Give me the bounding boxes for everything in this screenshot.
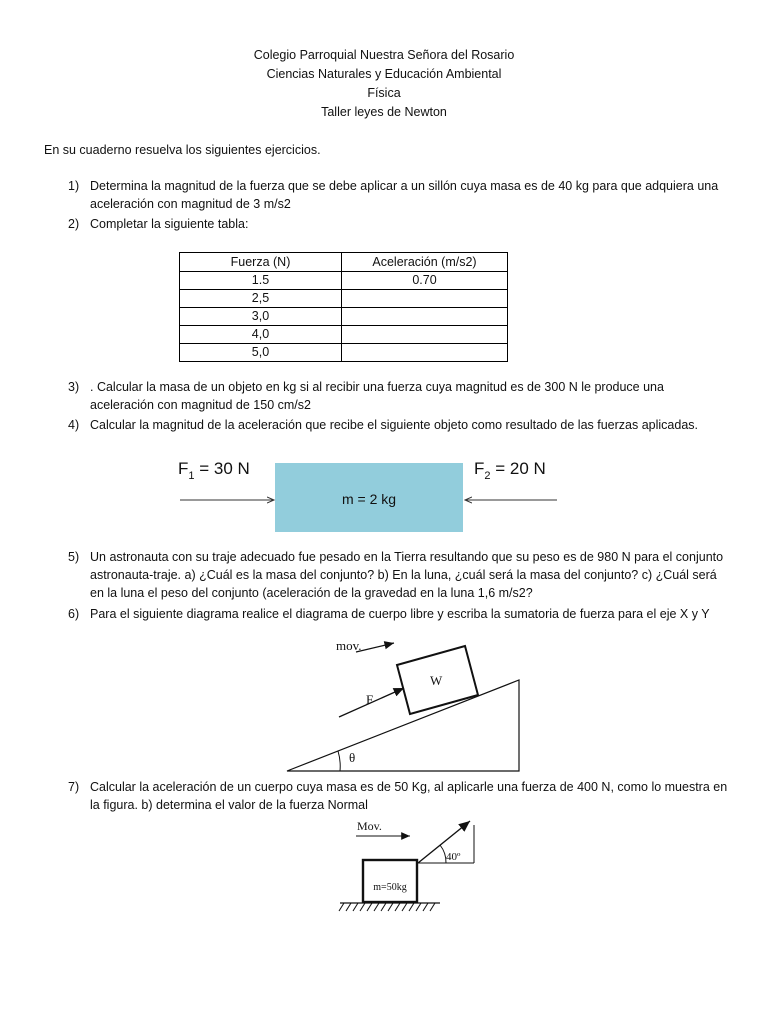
exercise-text: Completar la siguiente tabla:: [90, 217, 249, 231]
exercise-text: Calcular la aceleración de un cuerpo cuya masa es de 50 Kg, al aplicarle una fuerza de 400 N, como lo muestra en la figura. b) determina el valor de la fuerza Normal: [90, 780, 728, 812]
workshop-title: Taller leyes de Newton: [321, 105, 447, 119]
school-name: Colegio Parroquial Nuestra Señora del Rosario: [253, 48, 515, 62]
exercise-number: 6): [68, 607, 80, 621]
exercise-7: [68, 778, 728, 814]
document-header: [0, 46, 768, 122]
instructions: En su cuaderno resuelva los siguientes ejercicios.: [44, 143, 321, 157]
column-header-acceleration: Aceleración (m/s2): [342, 253, 508, 272]
force-acceleration-table: [179, 252, 508, 362]
inclined-plane-figure: [0, 630, 768, 775]
table-cell: [342, 344, 508, 362]
motion-label: Mov.: [357, 819, 382, 833]
force-f1-value: = 30 N: [194, 459, 250, 478]
table-cell: 1.5: [180, 272, 342, 290]
mass-label: m = 2 kg: [341, 491, 397, 507]
angle-arc: [338, 751, 340, 771]
exercise-6: [68, 605, 728, 623]
table-cell: 2,5: [180, 290, 342, 308]
force-arrow: [418, 821, 470, 863]
force-f1-symbol: F: [178, 459, 189, 478]
exercise-text: . Calcular la masa de un objeto en kg si al recibir una fuerza cuya magnitud es de 300 N le produce una aceleración con magnitud de 150 cm/s2: [90, 380, 664, 412]
forces-on-box-figure: [0, 450, 768, 540]
exercise-text: Calcular la magnitud de la aceleración que recibe el siguiente objeto como resultado de las fuerzas aplicadas.: [90, 418, 699, 432]
exercise-5: [68, 548, 728, 602]
exercise-number: 1): [68, 179, 80, 193]
table-row: [180, 308, 508, 326]
exercise-number: 4): [68, 418, 80, 432]
table-header-row: [180, 253, 508, 272]
table-row: [180, 326, 508, 344]
table-cell: [342, 326, 508, 344]
force-label: F: [366, 692, 374, 707]
table-cell: [342, 308, 508, 326]
pulled-block-figure: [0, 815, 768, 915]
exercise-text: Para el siguiente diagrama realice el diagrama de cuerpo libre y escriba la sumatoria de fuerza para el eje X y Y: [90, 607, 710, 621]
table-cell: 5,0: [180, 344, 342, 362]
exercise-text: Un astronauta con su traje adecuado fue pesado en la Tierra resultando que su peso es de 980 N para el conjunto astronauta-traje. a) ¿Cuál es la masa del conjunto? b) En la luna, ¿cuál será la masa del conjunto? c) ¿Cuál será en la luna el peso del conjunto (aceleración de la gravedad en la luna 1,6 m/s2?: [90, 550, 724, 600]
force-f2-symbol: F: [474, 459, 485, 478]
force-f1-subscript: 1: [188, 470, 195, 482]
table-cell: [342, 290, 508, 308]
exercise-2: [68, 215, 728, 233]
mass-label: m=50kg: [373, 882, 407, 893]
incline-triangle: [287, 680, 519, 771]
weight-label: W: [430, 673, 443, 688]
exercise-3: [68, 378, 728, 414]
table-cell: 3,0: [180, 308, 342, 326]
exercise-1: [68, 177, 728, 213]
angle-label: 40º: [446, 851, 461, 863]
angle-label: θ: [349, 750, 356, 765]
exercise-4: [68, 416, 728, 434]
table-row: [180, 272, 508, 290]
force-f1-label: [178, 459, 250, 482]
exercise-number: 3): [68, 380, 80, 394]
motion-arrow: [356, 643, 394, 652]
course-name: Física: [367, 86, 401, 100]
ground-hatching: [339, 903, 435, 911]
table-cell: 0.70: [342, 272, 508, 290]
exercise-text: Determina la magnitud de la fuerza que se debe aplicar a un sillón cuya masa es de 40 kg para que adquiera una aceleración con magnitud de 3 m/s2: [90, 179, 719, 211]
force-f2-value: = 20 N: [490, 459, 546, 478]
column-header-force: Fuerza (N): [180, 253, 342, 272]
force-f2-label: [474, 459, 546, 482]
subject-name: Ciencias Naturales y Educación Ambiental: [266, 67, 502, 81]
exercise-number: 2): [68, 217, 80, 231]
motion-label: mov.: [336, 638, 362, 653]
block: [363, 860, 417, 902]
exercise-number: 5): [68, 550, 80, 564]
table-cell: 4,0: [180, 326, 342, 344]
table-row: [180, 290, 508, 308]
exercise-number: 7): [68, 780, 80, 794]
force-f2-subscript: 2: [484, 470, 491, 482]
table-row: [180, 344, 508, 362]
